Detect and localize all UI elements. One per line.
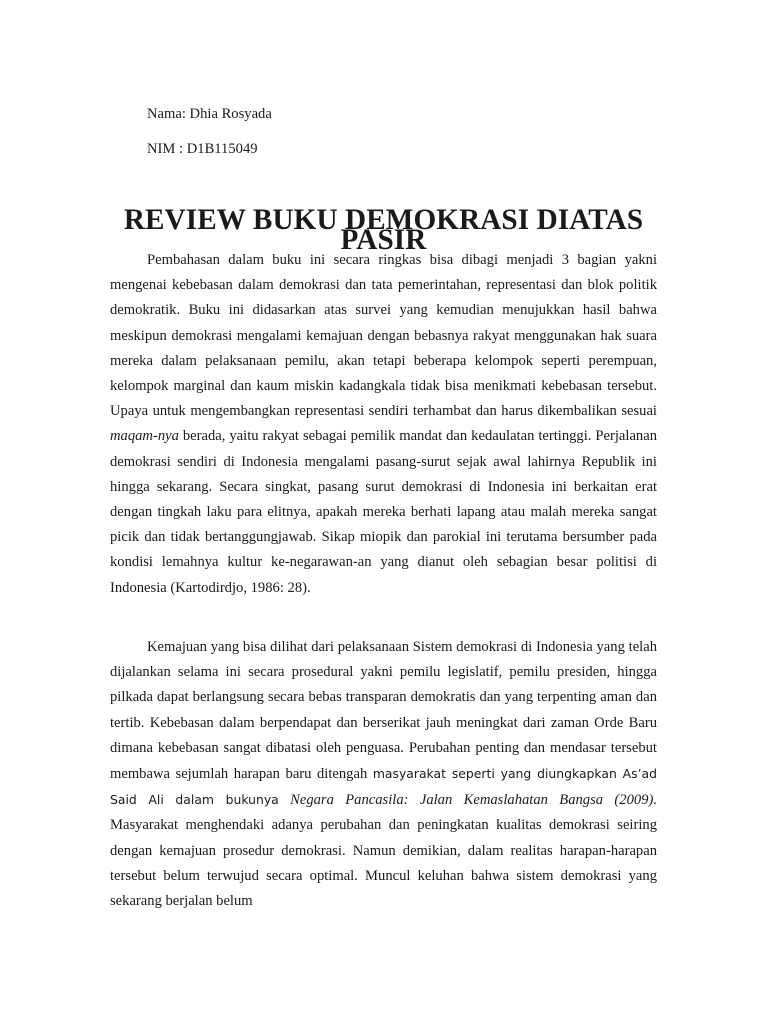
document-title: REVIEW BUKU DEMOKRASI DIATAS PASIR xyxy=(123,204,644,256)
paragraph-2-book-title: Negara Pancasila: Jalan Kemaslahatan Bangsa (2009). xyxy=(290,792,657,809)
student-nim: NIM : D1B115049 xyxy=(147,141,258,157)
paragraph-2 xyxy=(110,635,657,914)
paragraph-2-space xyxy=(279,792,290,808)
paragraph-2-text-a: Kemajuan yang bisa dilihat dari pelaksanaan Sistem demokrasi di Indonesia yang telah dijalankan selama ini secara prosedural yakni pemilu legislatif, pemilu presiden, hingga pilkada dapat berlangsung secara bebas transparan demokratis dan yang terpenting aman dan tertib. Kebebasan dalam berpendapat dan berserikat jauh meningkat dari zaman Orde Baru dimana kebebasan sangat dibatasi oleh penguasa. Perubahan penting dan mendasar tersebut membawa sejumlah harapan baru ditengah xyxy=(110,639,657,783)
student-name: Nama: Dhia Rosyada xyxy=(147,106,272,122)
paragraph-2-text-b: Masyarakat menghendaki adanya perubahan dan peningkatan kualitas demokrasi seiring dengan kemajuan prosedur demokrasi. Namun demikian, dalam realitas harapan-harapan tersebut belum terwujud secara optimal. Muncul keluhan bahwa sistem demokrasi yang sekarang berjalan belum xyxy=(110,817,657,910)
paragraph-1 xyxy=(110,248,657,601)
paragraph-1-text-b: berada, yaitu rakyat sebagai pemilik mandat dan kedaulatan tertinggi. Perjalanan demokrasi sendiri di Indonesia mengalami pasang-surut sejak awal lahirnya Republik ini hingga sekarang. Secara singkat, pasang surut demokrasi di Indonesia ini berkaitan erat dengan tingkah laku para elitnya, apakah mereka berhati lapang atau malah mereka sangat picik dan tidak bertanggungjawab. Sikap miopik dan parokial ini terutama bersumber pada kondisi lemahnya kultur ke-negarawan-an yang dianut oleh sebagian besar politisi di Indonesia (Kartodirdjo, 1986: 28). xyxy=(110,428,657,596)
paragraph-1-italic-term: maqam-nya xyxy=(110,428,179,445)
paragraph-2-sans-run: masyarakat seperti yang diungkapkan As’ad Said Ali dalam bukunya xyxy=(110,766,657,808)
paragraph-1-text-a: Pembahasan dalam buku ini secara ringkas bisa dibagi menjadi 3 bagian yakni mengenai kebebasan dalam demokrasi dan tata pemerintahan, representasi dan blok politik demokratik. Buku ini didasarkan atas survei yang kemudian menujukkan hasil bahwa meskipun demokrasi mengalami kemajuan dengan bebasnya rakyat menggunakan hak suara mereka dalam pelaksanaan pemilu, akan tetapi beberapa kelompok seperti perempuan, kelompok marginal dan kaum miskin kadangkala tidak bisa menikmati kebebasan tersebut. Upaya untuk mengembangkan representasi sendiri terhambat dan harus dikembalikan sesuai xyxy=(110,252,657,420)
